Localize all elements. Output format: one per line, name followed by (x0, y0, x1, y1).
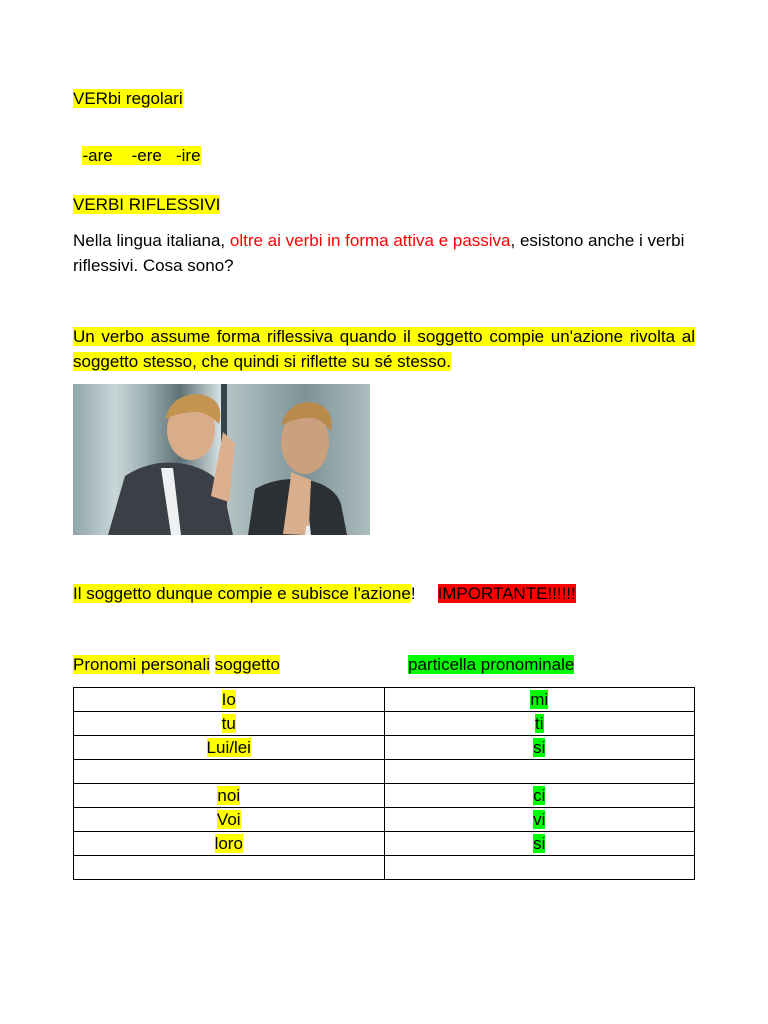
particle-cell (384, 688, 695, 712)
table-row (74, 832, 695, 856)
table-row (74, 736, 695, 760)
pronoun-cell (74, 688, 385, 712)
man-and-mirror-illustration (73, 384, 370, 535)
reflexive-title (73, 194, 220, 216)
pronoun-text: Voi (216, 809, 241, 829)
header-particles-text: particella pronominale (408, 655, 575, 674)
table-row (74, 784, 695, 808)
definition-text: Un verbo assume forma riflessiva quando il soggetto compie un'azione rivolta al soggetto stesso, che quindi si riflette su sé stesso. (73, 327, 695, 371)
header-pronouns-part1: Pronomi personali (73, 655, 211, 674)
table-header-particles (408, 654, 574, 676)
summary-sentence: Il soggetto dunque compie e subisce l'azione (73, 584, 411, 603)
particle-cell (384, 832, 695, 856)
particle-text: ci (533, 785, 546, 805)
pronoun-cell (74, 712, 385, 736)
important-badge: IMPORTANTE!!!!!! (437, 584, 576, 603)
particle-cell (384, 856, 695, 880)
summary-line (73, 583, 576, 605)
particle-text: si (533, 737, 546, 757)
particle-text: ti (535, 713, 544, 733)
particle-cell (384, 760, 695, 784)
summary-exclamation: ! (410, 584, 416, 603)
pronoun-cell (74, 856, 385, 880)
table-header-pronouns (73, 654, 280, 676)
pronoun-cell (74, 832, 385, 856)
particle-text: vi (533, 809, 546, 829)
pronoun-cell (74, 736, 385, 760)
pronoun-cell (74, 760, 385, 784)
particle-cell (384, 736, 695, 760)
particle-cell (384, 784, 695, 808)
pronoun-table (73, 687, 695, 880)
particle-text: si (533, 833, 546, 853)
pronoun-cell (74, 808, 385, 832)
particle-cell (384, 808, 695, 832)
regular-verbs-title (73, 88, 183, 110)
table-row (74, 808, 695, 832)
pronoun-text: tu (221, 713, 236, 733)
pronoun-text: noi (217, 785, 241, 805)
intro-after: , esistono anche i verbi riflessivi. Cosa sono? (73, 231, 685, 275)
pronoun-table-body (74, 688, 695, 880)
reflexive-title-text: VERBI RIFLESSIVI (73, 195, 221, 214)
table-row (74, 760, 695, 784)
intro-before: Nella lingua italiana, (73, 231, 230, 250)
regular-verbs-title-text: VERbi regolari (73, 89, 183, 108)
header-pronouns-part2: soggetto (214, 655, 280, 674)
particle-text: mi (530, 689, 549, 709)
pronoun-cell (74, 784, 385, 808)
pronoun-text: loro (214, 833, 243, 853)
intro-red-phrase: oltre ai verbi in forma attiva e passiva (229, 231, 511, 250)
reflexive-definition (73, 324, 695, 374)
pronoun-text: Lui/lei (206, 737, 251, 757)
reflexive-intro (73, 228, 695, 278)
endings-text: -are -ere -ire (82, 146, 201, 165)
particle-cell (384, 712, 695, 736)
table-row (74, 712, 695, 736)
mirror-photo (73, 384, 370, 535)
regular-verbs-endings (73, 123, 201, 167)
pronoun-text: Io (221, 689, 236, 709)
table-row (74, 688, 695, 712)
table-row (74, 856, 695, 880)
